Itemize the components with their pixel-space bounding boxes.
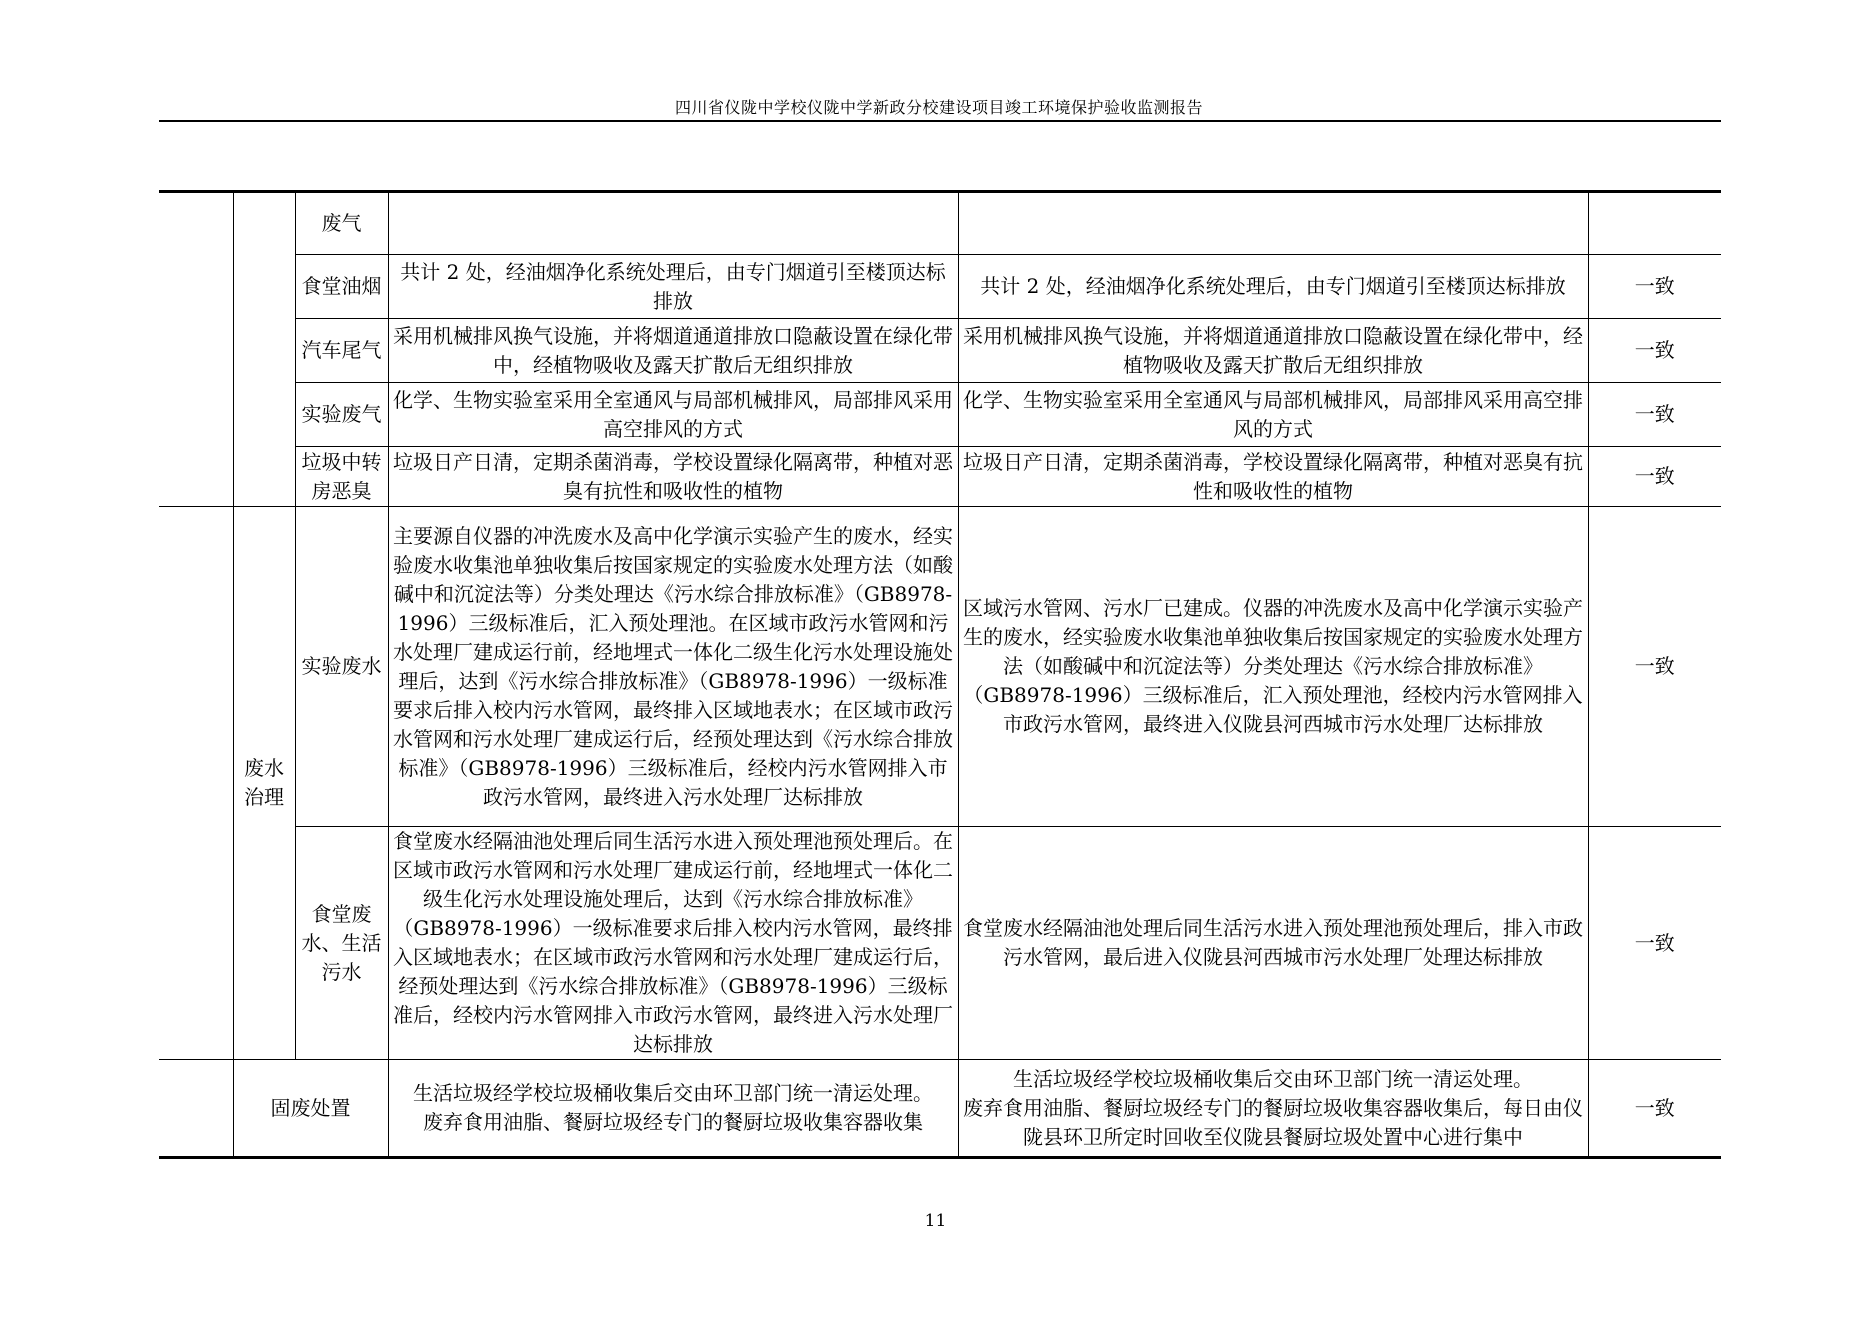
conclusion: 一致 (1588, 383, 1721, 447)
empty-group-cell (159, 507, 233, 1060)
page-number: 11 (924, 1211, 947, 1231)
eia-requirement: 生活垃圾经学校垃圾桶收集后交由环卫部门统一清运处理。 废弃食用油脂、餐厨垃圾经专门的餐厨垃圾收集容器收集 (388, 1060, 958, 1158)
actual-status: 垃圾日产日清，定期杀菌消毒，学校设置绿化隔离带，种植对恶臭有抗性和吸收性的植物 (958, 447, 1588, 507)
row-item: 食堂废水、生活污水 (295, 827, 388, 1060)
actual-status: 食堂废水经隔油池处理后同生活污水进入预处理池预处理后，排入市政污水管网，最后进入仪陇县河西城市污水处理厂处理达标排放 (958, 827, 1588, 1060)
conclusion: 一致 (1588, 255, 1721, 319)
row-item: 垃圾中转房恶臭 (295, 447, 388, 507)
actual-status: 生活垃圾经学校垃圾桶收集后交由环卫部门统一清运处理。 废弃食用油脂、餐厨垃圾经专门的餐厨垃圾收集容器收集后，每日由仪陇县环卫所定时回收至仪陇县餐厨垃圾处置中心进行集中 (958, 1060, 1588, 1158)
conclusion: 一致 (1588, 1060, 1721, 1158)
empty-group-cell (159, 1060, 233, 1158)
report-header-title: 四川省仪陇中学校仪陇中学新政分校建设项目竣工环境保护验收监测报告 (674, 98, 1203, 117)
header-rule (159, 120, 1721, 122)
empty-subgroup-cell (233, 192, 295, 507)
eia-requirement (388, 192, 958, 255)
row-item: 汽车尾气 (295, 319, 388, 383)
empty-group-cell (159, 192, 233, 507)
group-label-solid-waste: 固废处置 (233, 1060, 388, 1158)
table-row (159, 1060, 1721, 1158)
actual-status: 共计 2 处，经油烟净化系统处理后，由专门烟道引至楼顶达标排放 (958, 255, 1588, 319)
actual-status: 区域污水管网、污水厂已建成。仪器的冲洗废水及高中化学演示实验产生的废水，经实验废水收集池单独收集后按国家规定的实验废水处理方法（如酸碱中和沉淀法等）分类处理达《污水综合排放标准》（GB8978-1996）三级标准后，汇入预处理池，经校内污水管网排入市政污水管网，最终进入仪陇县河西城市污水处理厂达标排放 (958, 507, 1588, 827)
group-label-wastewater: 废水 治理 (233, 507, 295, 1060)
conclusion: 一致 (1588, 827, 1721, 1060)
table-row (159, 192, 1721, 255)
row-item: 食堂油烟 (295, 255, 388, 319)
actual-status: 采用机械排风换气设施，并将烟道通道排放口隐蔽设置在绿化带中，经植物吸收及露天扩散后无组织排放 (958, 319, 1588, 383)
eia-requirement: 垃圾日产日清，定期杀菌消毒，学校设置绿化隔离带，种植对恶臭有抗性和吸收性的植物 (388, 447, 958, 507)
eia-requirement: 共计 2 处，经油烟净化系统处理后，由专门烟道引至楼顶达标排放 (388, 255, 958, 319)
row-item: 实验废气 (295, 383, 388, 447)
conclusion (1588, 192, 1721, 255)
conclusion: 一致 (1588, 447, 1721, 507)
actual-status (958, 192, 1588, 255)
conclusion: 一致 (1588, 507, 1721, 827)
eia-requirement: 采用机械排风换气设施，并将烟道通道排放口隐蔽设置在绿化带中，经植物吸收及露天扩散后无组织排放 (388, 319, 958, 383)
table-row (159, 827, 1721, 1060)
acceptance-table (159, 190, 1721, 1159)
row-item: 废气 (295, 192, 388, 255)
table-row (159, 319, 1721, 383)
table-row (159, 507, 1721, 827)
actual-status: 化学、生物实验室采用全室通风与局部机械排风，局部排风采用高空排风的方式 (958, 383, 1588, 447)
table-row (159, 383, 1721, 447)
conclusion: 一致 (1588, 319, 1721, 383)
eia-requirement: 食堂废水经隔油池处理后同生活污水进入预处理池预处理后。在区域市政污水管网和污水处理厂建成运行前，经地埋式一体化二级生化污水处理设施处理后，达到《污水综合排放标准》（GB8978-1996）一级标准要求后排入校内污水管网，最终排入区域地表水；在区域市政污水管网和污水处理厂建成运行后，经预处理达到《污水综合排放标准》（GB8978-1996）三级标准后，经校内污水管网排入市政污水管网，最终进入污水处理厂达标排放 (388, 827, 958, 1060)
table-row (159, 447, 1721, 507)
table-row (159, 255, 1721, 319)
row-item: 实验废水 (295, 507, 388, 827)
eia-requirement: 化学、生物实验室采用全室通风与局部机械排风，局部排风采用高空排风的方式 (388, 383, 958, 447)
eia-requirement: 主要源自仪器的冲洗废水及高中化学演示实验产生的废水，经实验废水收集池单独收集后按国家规定的实验废水处理方法（如酸碱中和沉淀法等）分类处理达《污水综合排放标准》（GB8978-1996）三级标准后，汇入预处理池。在区域市政污水管网和污水处理厂建成运行前，经地埋式一体化二级生化污水处理设施处理后，达到《污水综合排放标准》（GB8978-1996）一级标准要求后排入校内污水管网，最终排入区域地表水；在区域市政污水管网和污水处理厂建成运行后，经预处理达到《污水综合排放标准》（GB8978-1996）三级标准后，经校内污水管网排入市政污水管网，最终进入污水处理厂达标排放 (388, 507, 958, 827)
